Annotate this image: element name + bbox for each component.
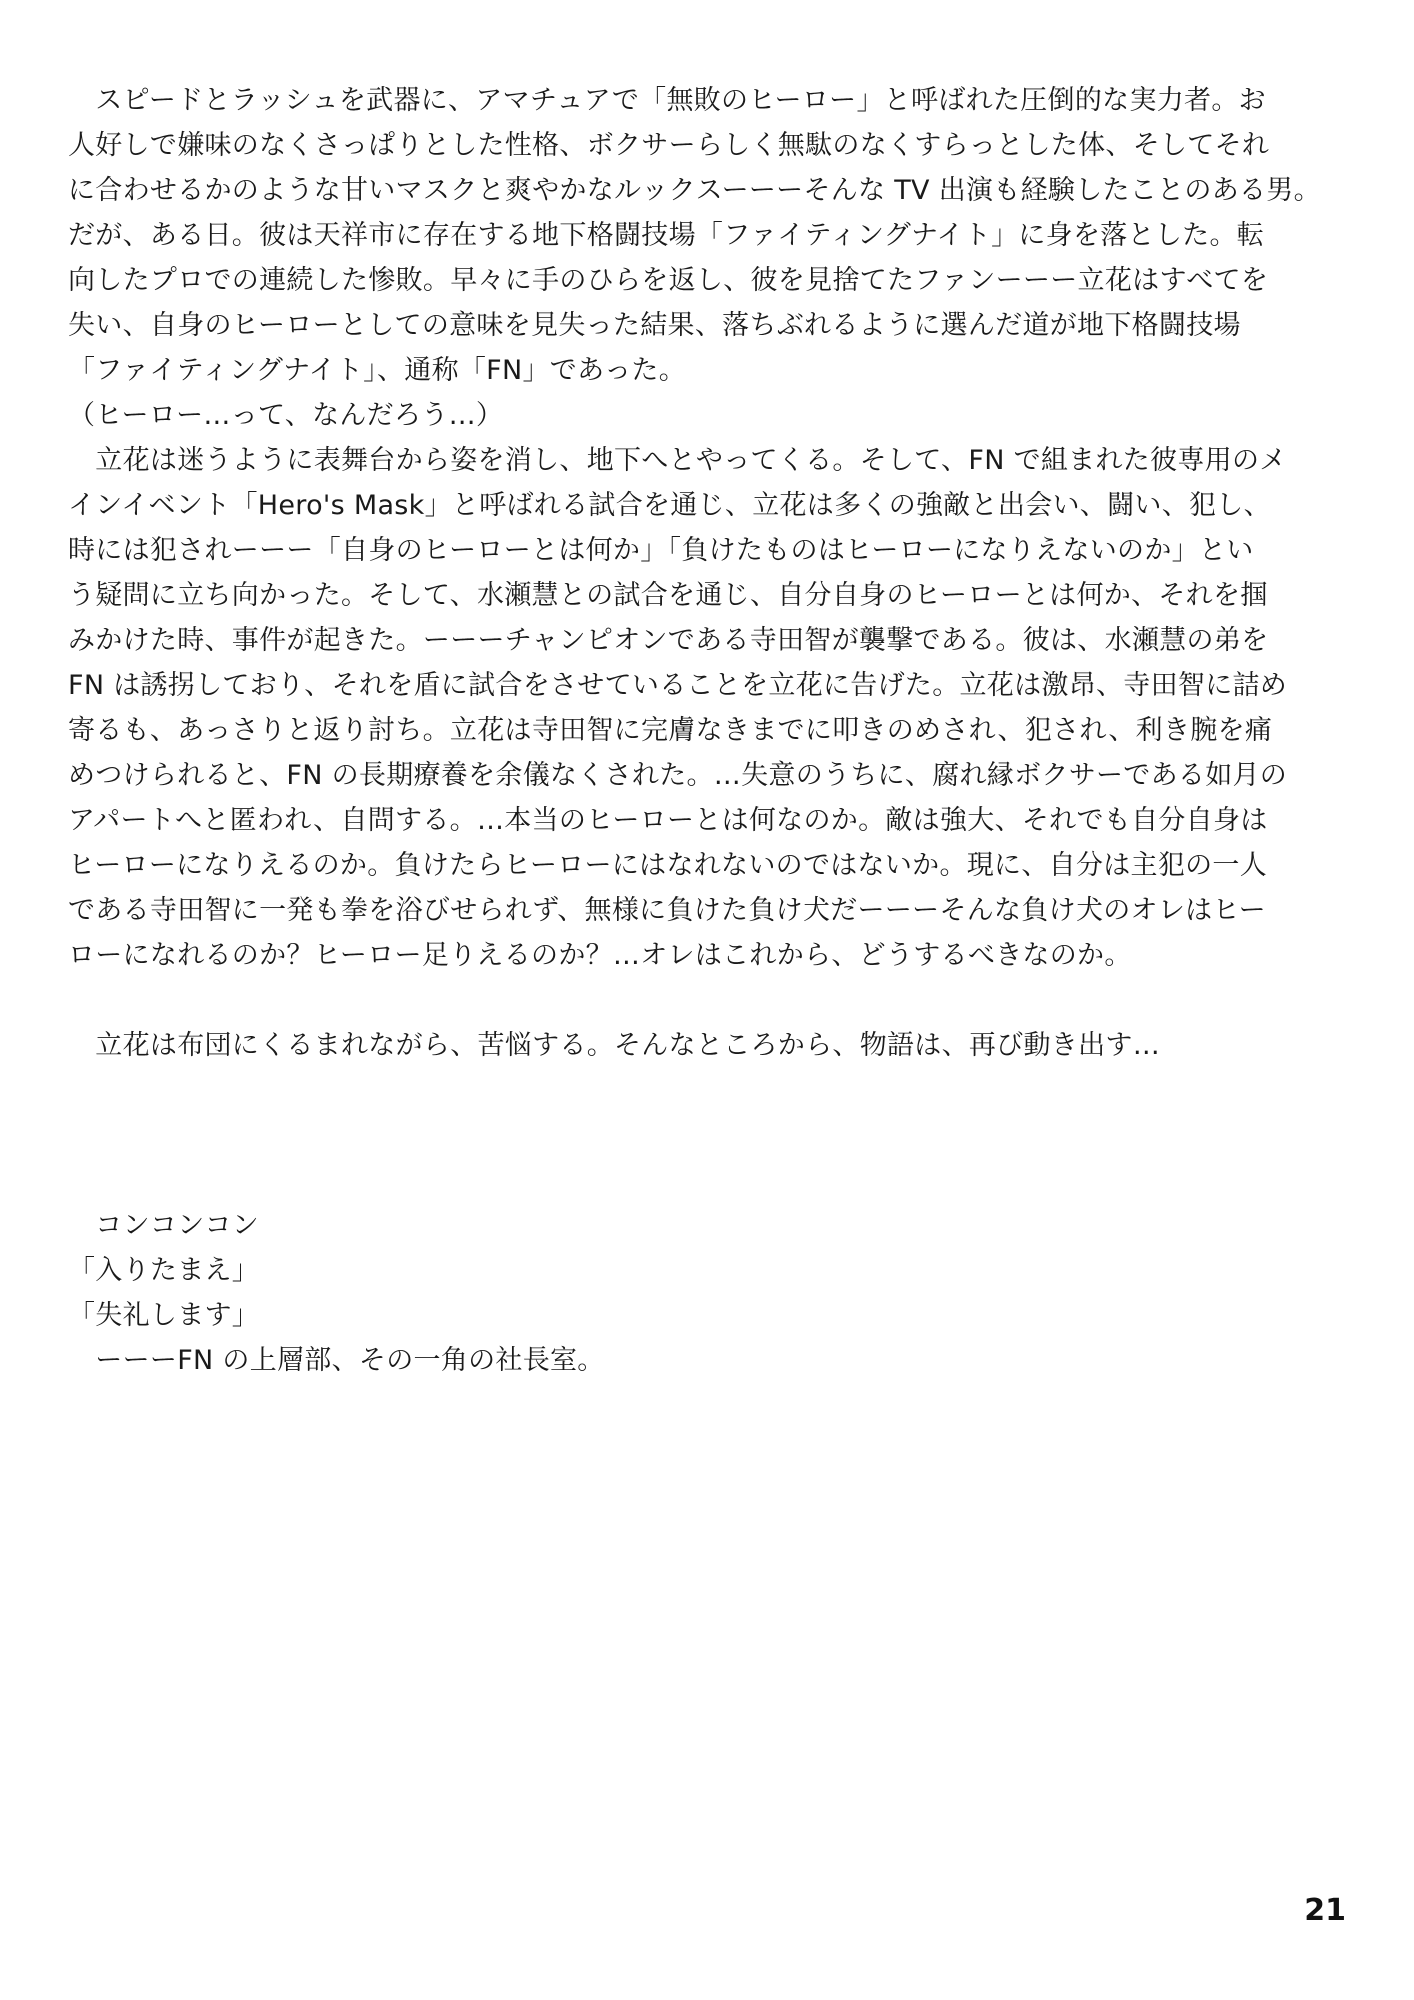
text-line: に合わせるかのような甘いマスクと爽やかなルックスーーーそんな TV 出演も経験したことのある男。	[68, 175, 1321, 206]
text-line: コンコンコン	[68, 1210, 260, 1241]
paragraph-transition	[68, 1023, 1368, 1068]
dialogue-line: 「入りたまえ」	[68, 1255, 260, 1286]
text-line: ローになれるのか？ヒーロー足りえるのか？…オレはこれから、どうするべきなのか。	[68, 940, 1132, 971]
text-line: 立花は迷うように表舞台から姿を消し、地下へとやってくる。そして、FN で組まれた彼専用のメ	[68, 445, 1287, 476]
text-line: ヒーローになりえるのか。負けたらヒーローにはなれないのではないか。現に、自分は主犯の一人	[68, 850, 1268, 881]
text-line: 向したプロでの連続した惨敗。早々に手のひらを返し、彼を見捨てたファンーーー立花はすべてを	[68, 265, 1269, 296]
text-line: う疑問に立ち向かった。そして、水瀬慧との試合を通じ、自分自身のヒーローとは何か、それを掴	[68, 580, 1268, 611]
text-line: スピードとラッシュを武器に、アマチュアで「無敗のヒーロー」と呼ばれた圧倒的な実力者。お	[68, 85, 1266, 116]
text-line: FN は誘拐しており、それを盾に試合をさせていることを立花に告げた。立花は激昂、寺田智に詰め	[68, 670, 1288, 701]
text-line: である寺田智に一発も拳を浴びせられず、無様に負けた負け犬だーーーそんな負け犬のオレはヒー	[68, 895, 1266, 926]
paragraph-summary	[68, 78, 1368, 978]
text-line: ーーーFN の上層部、その一角の社長室。	[68, 1345, 605, 1376]
text-line: （ヒーロー…って、なんだろう…）	[68, 400, 504, 431]
text-line: 「ファイティングナイト」、通称「FN」であった。	[68, 355, 687, 386]
blank-space	[68, 1068, 1368, 1203]
text-line: 人好しで嫌味のなくさっぱりとした性格、ボクサーらしく無駄のなくすらっとした体、そしてそれ	[68, 130, 1270, 161]
page-number: 21	[1304, 1893, 1346, 1928]
text-line: めつけられると、FN の長期療養を余儀なくされた。…失意のうちに、腐れ縁ボクサーである如月の	[68, 760, 1288, 791]
text-line: 時には犯されーーー「自身のヒーローとは何か」「負けたものはヒーローになりえないのか」とい	[68, 535, 1254, 566]
text-line: 寄るも、あっさりと返り討ち。立花は寺田智に完膚なきまでに叩きのめされ、犯され、利き腕を痛	[68, 715, 1273, 746]
paragraph-scene-open	[68, 1203, 1368, 1383]
blank-line	[68, 978, 1368, 1023]
text-line: インイベント「Hero's Mask」と呼ばれる試合を通じ、立花は多くの強敵と出会い、闘い、犯し、	[68, 490, 1271, 521]
text-line: 立花は布団にくるまれながら、苦悩する。そんなところから、物語は、再び動き出す…	[68, 1030, 1160, 1061]
text-line: 失い、自身のヒーローとしての意味を見失った結果、落ちぶれるように選んだ道が地下格闘技場	[68, 310, 1241, 341]
text-line: みかけた時、事件が起きた。ーーーチャンピオンである寺田智が襲撃である。彼は、水瀬慧の弟を	[68, 625, 1269, 656]
dialogue-line: 「失礼します」	[68, 1300, 260, 1331]
document-page	[68, 78, 1368, 1383]
text-line: アパートへと匿われ、自問する。…本当のヒーローとは何なのか。敵は強大、それでも自分自身は	[68, 805, 1268, 836]
text-line: だが、ある日。彼は天祥市に存在する地下格闘技場「ファイティングナイト」に身を落とした。転	[68, 220, 1265, 251]
